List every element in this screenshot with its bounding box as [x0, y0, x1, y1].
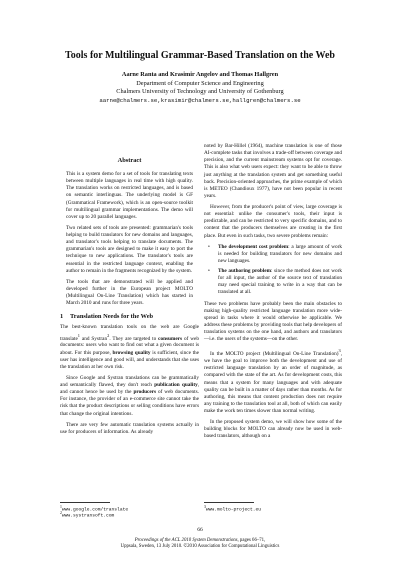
text-run: is sufficient, since the user has intelligence and good will, and understands that she uses the translation at her own risk.: [60, 349, 200, 370]
paper-title: Tools for Multilingual Grammar-Based Translation on the Web: [65, 50, 335, 61]
list-item: [208, 268, 343, 297]
bullet-icon: •: [208, 243, 210, 250]
proceedings-pages: , pages 66–71,: [237, 538, 266, 543]
footnote-rule: [204, 502, 254, 503]
page-number: 66: [197, 527, 203, 533]
footnote-number: 3: [204, 505, 206, 509]
right-paragraph-5: In the proposed system demo, we will show how some of the building blocks for MOLTO can already now be used in web-based translators, although on a: [204, 419, 342, 440]
footnote-2: [60, 510, 114, 520]
left-column: [60, 171, 199, 440]
footnote-marker: 1: [77, 332, 80, 338]
section-paragraph-1: [60, 324, 199, 371]
text-run: In the MOLTO project (Multilingual On-Line Translation): [210, 351, 339, 357]
keyword: producers: [133, 389, 157, 396]
venue-footer: [0, 538, 400, 550]
text-run: , and cannot hence be used by the: [60, 382, 200, 396]
abstract-heading: Abstract: [117, 157, 142, 164]
text-run: Since Google and Systran translations can be grammatically and semantically flawed, they don't reach: [60, 374, 199, 388]
author-block: [0, 71, 400, 105]
section-number: 1: [60, 313, 64, 321]
footnote-link[interactable]: www.google.com/translate: [61, 507, 129, 513]
keyword: The development cost problem: [218, 243, 289, 250]
right-column: [204, 143, 342, 445]
text-run: , we have the goal to improve both the development and use of restricted language translation by an order of magnitude, as compared with the state of the art. As for development costs, this means that a system for many languages and with adequate quality can be built in a matter of days rather than months. As for authoring, this means that content production does not require any training to the translation tool at all, both of which can easily make the work ten times slower than normal writing.: [204, 351, 342, 414]
proceedings-title: Proceedings of the ACL 2010 System Demonstrations: [134, 538, 238, 543]
section-paragraph-3: There are very few automatic translation systems actually in use for producers of information. As already: [60, 421, 199, 435]
abstract-body: [60, 171, 199, 307]
problem-list: [204, 244, 342, 297]
right-paragraph-3: These two problems have probably been the main obstacles to making high-quality restricted language translation more wide-spread in tasks where it would otherwise be applicable. We address these problems by providing tools that help developers of translation systems on the one hand, and authors and translators—i.e. the users of the systems—on the other.: [204, 300, 342, 343]
footnote-number: 1: [60, 505, 62, 509]
text-run: of web documents: users who want to find out what a given document is about. For this purpose,: [60, 335, 199, 356]
author-emails: aarne@chalmers.se,krasimir@chalmers.se,hallgren@chalmers.se: [99, 96, 301, 104]
text-run: The best-known translation tools on the web are Google translate: [60, 324, 199, 342]
keyword: consumers: [158, 335, 183, 342]
affiliation-department: Department of Computer Science and Engineering: [136, 79, 264, 87]
text-run: : a large amount of work is needed for building translators for new domains and new languages.: [218, 243, 342, 264]
footnote-marker: 2: [107, 332, 110, 338]
footnote-rule: [60, 502, 110, 503]
abstract-paragraph-3: The tools that are demonstrated will be applied and developed further in the European project MOLTO (Multilingual On-Line Translation) which has started in March 2010 and runs for three years.: [66, 278, 193, 307]
section-title: Translation Needs for the Web: [70, 313, 154, 321]
footnote-marker: 3: [338, 348, 341, 354]
keyword: browsing quality: [112, 349, 151, 356]
footnote-3: [204, 504, 261, 514]
bullet-icon: •: [208, 268, 210, 274]
section-heading: [60, 313, 199, 320]
abstract-paragraph-2: Two related sets of tools are presented: grammarian's tools helping to build translators for new domains and languages, and translator's tools helping to translate documents. The grammarian's tools are designed to make it easy to port the technique to new applications. The translator's tools are essential in the restricted language context, enabling the author to remain in the fragments recognized by the system.: [66, 224, 193, 274]
text-run: . They are targeted to: [109, 335, 159, 342]
text-run: and Systran: [79, 335, 108, 342]
text-run: of web documents. For instance, the provider of an e-commerce site cannot take the risk that the product descriptions or selling conditions have errors that change the original intentions.: [60, 389, 200, 417]
footnote-link[interactable]: www.systransoft.com: [61, 513, 115, 519]
right-paragraph-1: noted by Bar-Hillel (1964), machine translation is one of those AI-complete tasks that involves a trade-off between coverage and precision, and the current mainstream systems opt for coverage. This is also what web users expect: they want to be able to throw just anything at the translation system and get something useful back. Precision-oriented approaches, the prime example of which is METEO (Chandioux 1977), have not been popular in recent years.: [204, 143, 342, 199]
keyword: The authoring problem: [218, 268, 271, 274]
text-run: : since the method does not work for all input, the author of the source text of translation may need special training to write in a way that can be translated at all.: [218, 268, 343, 296]
section-paragraph-2: [60, 375, 199, 418]
list-item: [208, 243, 342, 265]
footnote-link[interactable]: www.molto-project.eu: [205, 507, 262, 513]
affiliation-university: Chalmers University of Technology and University of Gothenburg: [116, 88, 284, 96]
abstract-paragraph-1: This is a system demo for a set of tools for translating texts between multiple languages in real time with high quality. The translation works on restricted languages, and is based on semantic interlinguas. The underlying model is GF (Grammatical Framework), which is an open-source toolkit for multilingual grammar implementations. The demo will cover up to 20 parallel languages.: [66, 171, 193, 220]
keyword: publication quality: [154, 382, 198, 388]
proceedings-location: Uppsala, Sweden, 13 July 2010. ©2010 Association for Computational Linguistics: [120, 544, 280, 550]
author-names: Aarne Ranta and Krasimir Angelov and Thomas Hallgren: [121, 71, 279, 78]
right-paragraph-4: [204, 347, 342, 415]
footnote-number: 2: [60, 511, 62, 515]
right-paragraph-2: However, from the producer's point of view, large coverage is not essential: unlike the consumer's tools, their input is predictable, and can be restricted to very specific domains, and to content that the producers themselves are creating in the first place. But even in such tasks, two severe problems remain:: [204, 204, 342, 239]
